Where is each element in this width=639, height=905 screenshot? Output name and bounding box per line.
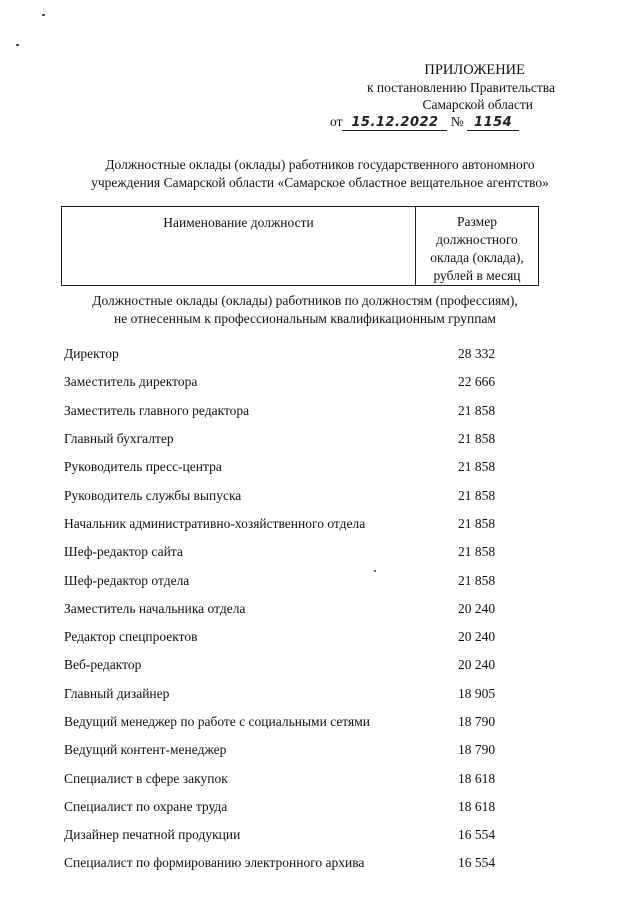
salary-header-line-2: должностного: [436, 232, 518, 247]
number-label: №: [450, 114, 464, 129]
table-row: [64, 510, 544, 538]
salary-header-line-3: оклада (оклада),: [430, 250, 524, 265]
salary-value: 21 858: [458, 431, 496, 447]
position-name: Дизайнер печатной продукции: [64, 827, 241, 843]
salary-value: 18 790: [458, 714, 496, 729]
salary-value: 16 554: [458, 855, 496, 871]
position-name: Заместитель начальника отдела: [64, 600, 246, 616]
salary-list: [64, 340, 544, 878]
position-name: Директор: [64, 346, 119, 362]
section-title-line-2: не отнесенным к профессиональным квалификационным группам: [114, 311, 496, 326]
table-row: [64, 566, 544, 594]
position-name: Специалист по охране труда: [64, 798, 228, 814]
table-row: [64, 708, 544, 736]
salary-header-line-4: рублей в месяц: [433, 268, 521, 283]
document-title: [60, 156, 580, 192]
table-row: [64, 651, 544, 679]
salary-value: 18 618: [458, 770, 496, 786]
document-title-line-1: Должностные оклады (оклады) работников государственного автономного: [105, 157, 535, 172]
position-name: Веб-редактор: [64, 657, 142, 673]
position-name: Начальник административно-хозяйственного отдела: [64, 515, 366, 531]
salary-value: 21 858: [458, 459, 496, 475]
table-row: [64, 368, 544, 396]
table-row: [64, 538, 544, 566]
position-name: Главный бухгалтер: [64, 431, 174, 447]
position-name: Руководитель пресс-центра: [64, 459, 222, 475]
section-title-line-1: Должностные оклады (оклады) работников по должностям (профессиям),: [92, 293, 518, 308]
appendix-title: ПРИЛОЖЕНИЕ: [424, 62, 525, 78]
handwritten-number: 1154: [467, 116, 519, 131]
scan-speck: [42, 14, 45, 16]
table-row: [64, 425, 544, 453]
salary-value: 21 858: [458, 402, 496, 418]
salary-value: 18 618: [458, 798, 496, 814]
position-name: Главный дизайнер: [64, 685, 170, 701]
position-name: Заместитель главного редактора: [64, 402, 250, 418]
salary-value: 21 858: [458, 515, 496, 531]
scan-speck: [16, 44, 19, 46]
appendix-line-2: Самарской области: [422, 97, 533, 112]
salary-header-line-1: Размер: [457, 214, 497, 229]
table-row: [64, 453, 544, 481]
position-name: Специалист в сфере закупок: [64, 770, 228, 786]
salary-value: 21 858: [458, 544, 496, 560]
salary-value: 22 666: [458, 374, 496, 390]
salary-value: 18 790: [458, 742, 496, 758]
decree-line: [330, 113, 555, 131]
column-header-position: Наименование должности: [62, 207, 416, 285]
salary-value: 18 905: [458, 685, 496, 701]
table-row: [64, 397, 544, 425]
salary-value: 21 858: [458, 572, 496, 588]
table-row: [64, 764, 544, 792]
table-row: [64, 793, 544, 821]
section-title: [55, 292, 555, 328]
salary-value: 21 858: [458, 487, 496, 503]
table-row: [64, 481, 544, 509]
column-header-salary: [416, 207, 538, 285]
position-name: Редактор спецпроектов: [64, 629, 198, 645]
position-name: Специалист по формированию электронного архива: [64, 855, 365, 871]
table-row: [64, 821, 544, 849]
salary-value: 16 554: [458, 827, 496, 843]
position-name: Заместитель директора: [64, 374, 198, 390]
table-row: [64, 736, 544, 764]
table-row: [64, 595, 544, 623]
handwritten-date: 15.12.2022: [342, 116, 447, 131]
table-row: [64, 680, 544, 708]
salary-value: 20 240: [458, 600, 496, 616]
appendix-header: [330, 62, 555, 131]
position-name: Руководитель службы выпуска: [64, 487, 242, 503]
salary-value: 20 240: [458, 629, 496, 645]
position-name: Ведущий контент-менеджер: [64, 742, 227, 758]
position-name: Шеф-редактор отдела: [64, 572, 190, 588]
table-row: [64, 340, 544, 368]
salary-value: 20 240: [458, 657, 496, 673]
position-name: Шеф-редактор сайта: [64, 544, 183, 560]
document-title-line-2: учреждения Самарской области «Самарское областное вещательное агентство»: [91, 175, 549, 190]
table-row: [64, 623, 544, 651]
position-name: Ведущий менеджер по работе с социальными сетями: [64, 714, 371, 729]
salary-value: 28 332: [458, 346, 496, 362]
date-prefix: от: [330, 114, 343, 129]
table-header: [61, 206, 539, 286]
table-row: [64, 849, 544, 877]
appendix-line-1: к постановлению Правительства: [366, 80, 555, 95]
